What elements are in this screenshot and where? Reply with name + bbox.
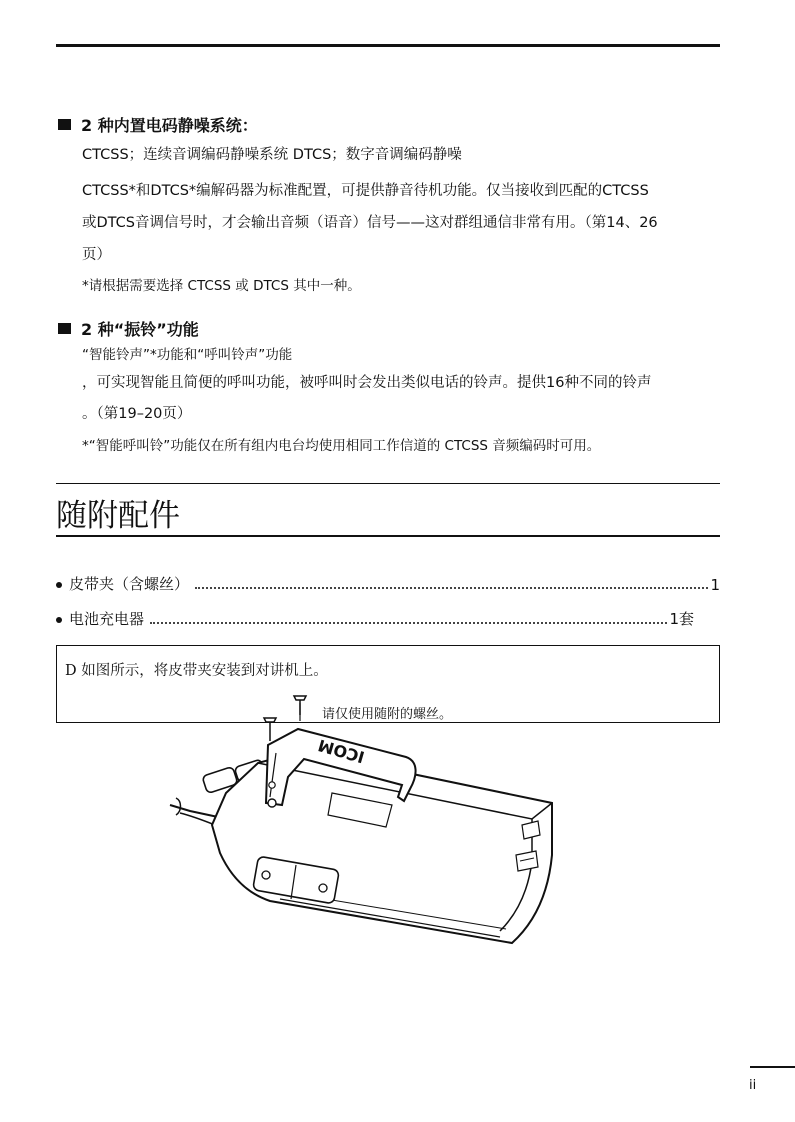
ctcss-heading	[58, 113, 258, 136]
screw-icon	[294, 696, 306, 715]
chapter-rule-top	[56, 483, 720, 484]
bullet-icon	[56, 582, 62, 588]
chapter-rule-bottom	[56, 535, 720, 537]
ringer-line-2: ，可实现智能且简便的呼叫功能，被呼叫时会发出类似电话的铃声。提供16种不同的铃声	[82, 375, 652, 391]
accessory-label: 皮带夹（含螺丝）	[69, 575, 190, 593]
dot-leader	[150, 622, 667, 624]
square-bullet-icon	[58, 119, 71, 130]
ringer-note: *“智能呼叫铃”功能仅在所有组内电台均使用相同工作信道的 CTCSS 音频编码时可用。	[82, 438, 601, 454]
ringer-line-3: 。（第19–20页）	[82, 406, 192, 422]
screw-icon	[264, 718, 276, 741]
chapter-title: 随附配件	[56, 498, 180, 534]
ctcss-line-3: 或DTCS音调信号时，才会输出音频（语音）信号——这对群组通信非常有用。（第14、26	[82, 215, 658, 231]
ringer-heading	[58, 317, 199, 340]
accessory-label: 电池充电器	[69, 610, 145, 628]
ctcss-heading-text: 2 种内置电码静噪系统：	[81, 116, 258, 135]
instruction-text: 如图所示，将皮带夹安装到对讲机上。	[81, 663, 328, 679]
square-bullet-icon	[58, 323, 71, 334]
instruction-marker: D	[65, 663, 77, 679]
ctcss-line-4: 页）	[82, 247, 111, 263]
ctcss-line-2: CTCSS*和DTCS*编解码器为标准配置，可提供静音待机功能。仅当接收到匹配的CTCSS	[82, 183, 649, 199]
accessory-item	[56, 574, 720, 594]
ctcss-line-1: CTCSS；连续音调编码静噪系统 DTCS；数字音调编码静噪	[82, 147, 462, 163]
ringer-heading-text: 2 种“振铃”功能	[81, 320, 199, 339]
ctcss-note: *请根据需要选择 CTCSS 或 DTCS 其中一种。	[82, 278, 361, 294]
ringer-line-1: “智能铃声”*功能和“呼叫铃声”功能	[82, 347, 293, 363]
radio-belt-clip-illustration	[160, 685, 560, 960]
top-rule	[56, 44, 720, 47]
accessory-qty: 1	[710, 576, 720, 594]
radio-brand-logo: ICOM	[315, 735, 367, 767]
bullet-icon	[56, 617, 62, 623]
dot-leader	[195, 587, 708, 589]
screw-callout: 请仅使用随附的螺丝。	[322, 707, 453, 722]
accessory-item	[56, 609, 694, 629]
accessory-qty: 1套	[669, 610, 694, 628]
page-number: ii	[749, 1078, 757, 1093]
instruction-line	[65, 659, 328, 680]
page-number-rule	[750, 1066, 795, 1068]
